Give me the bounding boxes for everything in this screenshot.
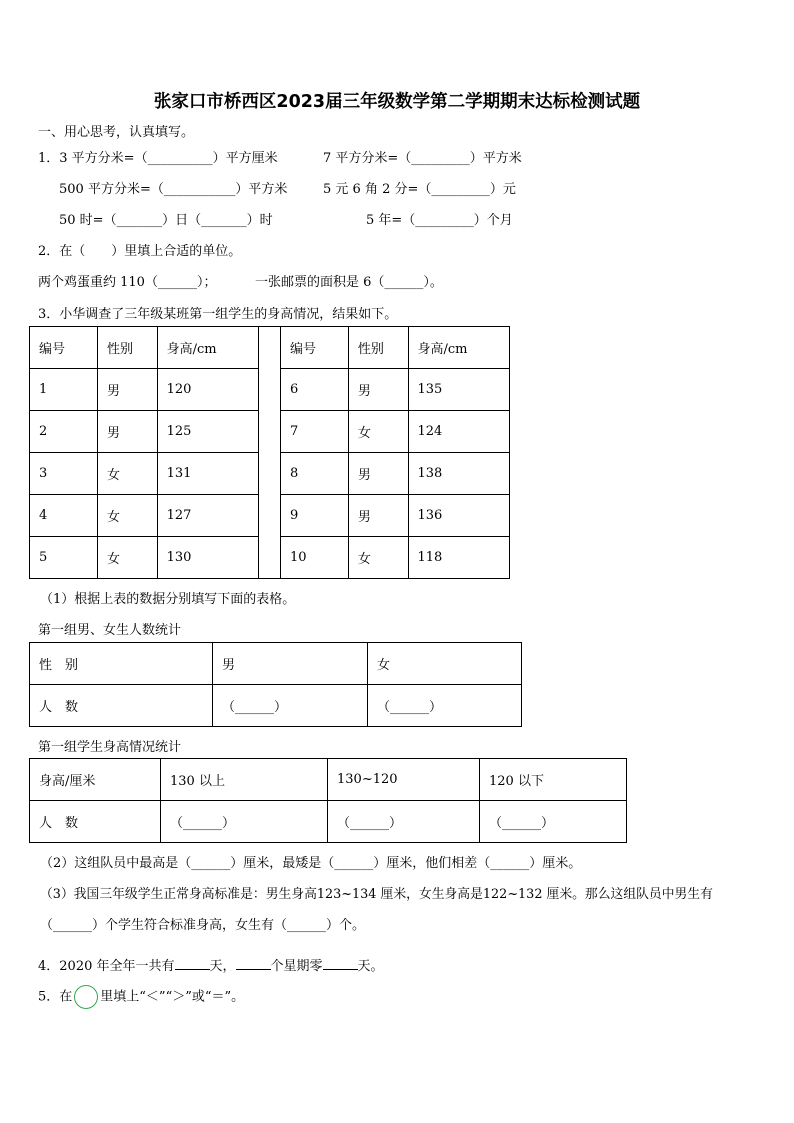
cell: 女 [368,643,522,685]
answer-blank[interactable] [175,969,210,970]
q1-item-2a: 500 平方分米=（___________）平方米 [59,182,288,197]
q4-text-4: 天。 [357,959,384,974]
q4-text-1: 4．2020 年全年一共有 [38,959,175,974]
circle-blank-icon [74,985,98,1009]
table-header-row [30,327,510,369]
header-cell: 编号 [280,327,348,369]
gender-count-table [29,642,522,727]
cell: 5 [30,537,98,579]
cell: 男 [348,495,408,537]
header-cell: 身高/cm [408,327,509,369]
cell: 124 [408,411,509,453]
height-data-table [29,326,510,579]
gender-table-caption: 第一组男、女生人数统计 [38,623,182,638]
cell: 男 [348,453,408,495]
table-gap [259,327,281,579]
header-cell: 身高/cm [157,327,258,369]
cell: 人 数 [30,801,161,843]
table-row [30,801,627,843]
cell: 性 别 [30,643,213,685]
cell: 131 [157,453,258,495]
header-cell: 编号 [30,327,98,369]
q3-prompt: 3．小华调查了三年级某班第一组学生的身高情况，结果如下。 [38,307,398,322]
header-cell: 性别 [97,327,157,369]
q3-sub3-line1: （3）我国三年级学生正常身高标准是：男生身高123~134 厘米，女生身高是122~132 厘米。那么这组队员中男生有 [40,887,713,902]
q4-prompt [38,955,384,974]
cell: 125 [157,411,258,453]
q1-item-1b: 7 平方分米=（_________）平方米 [323,151,522,166]
cell: 男 [97,369,157,411]
q5-prompt [38,985,244,1009]
q2-item-a: 两个鸡蛋重约 110（______）； [38,275,217,290]
cell: 120 [157,369,258,411]
cell: 6 [280,369,348,411]
cell: 127 [157,495,258,537]
q1-item-1a: 1．3 平方分米=（__________）平方厘米 [38,151,278,166]
cell: 男 [97,411,157,453]
cell: 男 [348,369,408,411]
header-cell: 性别 [348,327,408,369]
q2-item-b: 一张邮票的面积是 6（______）。 [255,275,443,290]
cell: 女 [348,411,408,453]
cell: 118 [408,537,509,579]
q1-item-3b: 5 年=（_________）个月 [366,213,513,228]
answer-cell[interactable]: （______） [480,801,627,843]
q3-sub2: （2）这组队员中最高是（______）厘米，最矮是（______）厘米，他们相差（______）厘米。 [40,856,582,871]
cell: 2 [30,411,98,453]
cell: 135 [408,369,509,411]
answer-cell[interactable]: （______） [368,685,522,727]
answer-cell[interactable]: （______） [328,801,480,843]
cell: 4 [30,495,98,537]
page-title: 张家口市桥西区2023届三年级数学第二学期期末达标检测试题 [153,92,641,112]
q1-item-3a: 50 时=（_______）日（_______）时 [59,213,273,228]
q3-sub3-line2: （______）个学生符合标准身高，女生有（______）个。 [40,918,366,933]
cell: 130 以上 [161,759,328,801]
table-row [30,643,522,685]
cell: 7 [280,411,348,453]
cell: 1 [30,369,98,411]
cell: 男 [213,643,368,685]
cell: 9 [280,495,348,537]
cell: 130~120 [328,759,480,801]
cell: 女 [97,495,157,537]
q4-text-2: 天， [209,959,236,974]
height-table-caption: 第一组学生身高情况统计 [38,740,182,755]
q3-sub1: （1）根据上表的数据分别填写下面的表格。 [40,592,296,607]
cell: 130 [157,537,258,579]
answer-cell[interactable]: （______） [161,801,328,843]
cell: 人 数 [30,685,213,727]
answer-blank[interactable] [236,969,271,970]
q5-text-1: 5．在 [38,989,73,1005]
table-row [30,685,522,727]
cell: 女 [97,453,157,495]
cell: 8 [280,453,348,495]
q2-prompt: 2．在（ ）里填上合适的单位。 [38,244,242,259]
q1-item-2b: 5 元 6 角 2 分=（_________）元 [323,182,516,197]
cell: 120 以下 [480,759,627,801]
table-row [30,759,627,801]
cell: 10 [280,537,348,579]
cell: 身高/厘米 [30,759,161,801]
cell: 138 [408,453,509,495]
section-heading: 一、用心思考，认真填写。 [38,125,195,140]
q4-text-3: 个星期零 [270,959,323,974]
height-stats-table [29,758,627,843]
cell: 女 [348,537,408,579]
cell: 136 [408,495,509,537]
answer-blank[interactable] [323,969,358,970]
cell: 3 [30,453,98,495]
answer-cell[interactable]: （______） [213,685,368,727]
q5-text-2: 里填上“＜”“＞”或“＝”。 [100,989,245,1005]
cell: 女 [97,537,157,579]
